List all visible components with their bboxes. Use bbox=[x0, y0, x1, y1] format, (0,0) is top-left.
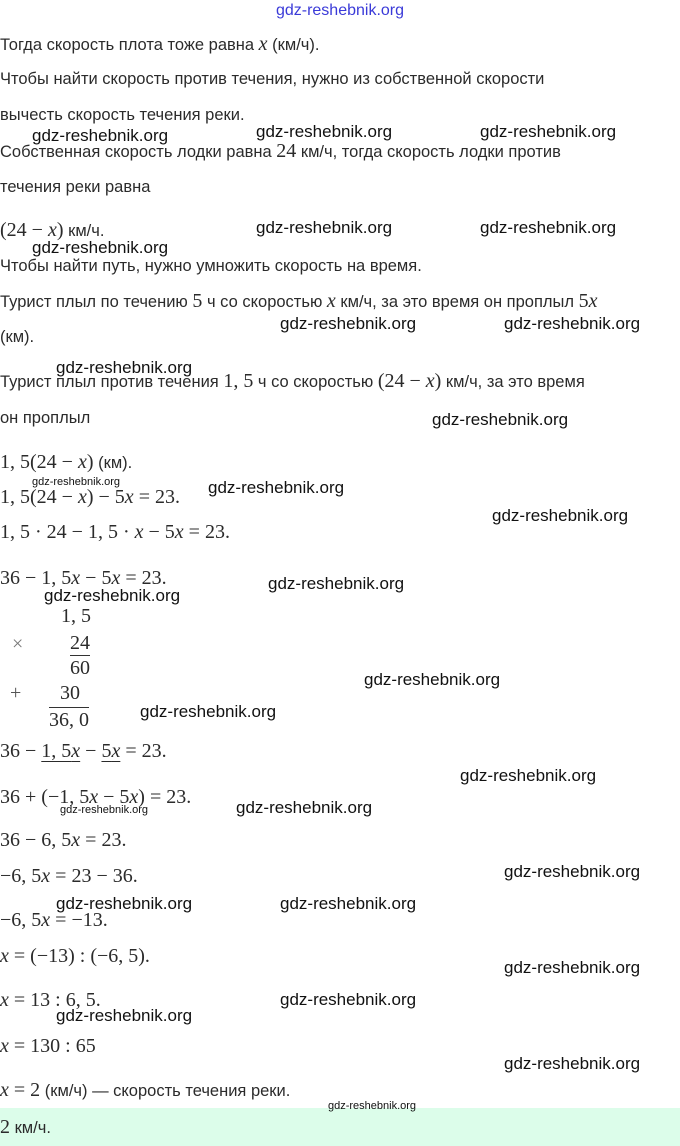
math-segment: = 130 : 65 bbox=[8, 1035, 96, 1057]
math-segment: = 23. bbox=[133, 486, 180, 508]
text-segment: вычесть скорость течения реки. bbox=[0, 106, 245, 124]
math-segment: 36 − 1, 5 bbox=[0, 567, 72, 589]
math-variable: x bbox=[326, 290, 336, 312]
watermark: gdz-reshebnik.org bbox=[140, 702, 277, 721]
solution-line bbox=[0, 945, 150, 968]
watermark: gdz-reshebnik.org bbox=[56, 1006, 193, 1025]
watermark: gdz-reshebnik.org bbox=[56, 358, 193, 377]
math-segment: 1, 5(24 − bbox=[0, 486, 78, 508]
math-variable: x bbox=[0, 1035, 9, 1057]
math-segment: 1, 5(24 − bbox=[0, 451, 78, 473]
math-variable: x bbox=[111, 567, 121, 589]
watermark: gdz-reshebnik.org bbox=[280, 894, 417, 913]
math-variable: x bbox=[425, 370, 435, 392]
answer-text bbox=[0, 1116, 51, 1139]
watermark: gdz-reshebnik.org bbox=[208, 478, 345, 497]
watermark: gdz-reshebnik.org bbox=[268, 574, 405, 593]
watermark: gdz-reshebnik.org bbox=[236, 798, 373, 817]
text-segment: (км/ч). bbox=[267, 36, 320, 54]
math-segment: 36 − 6, 5 bbox=[0, 829, 72, 851]
text-segment: Чтобы найти путь, нужно умножить скорость на время. bbox=[0, 257, 422, 275]
math-segment: 5 bbox=[578, 290, 589, 312]
watermark: gdz-reshebnik.org bbox=[256, 122, 393, 141]
text-segment: км/ч, тогда скорость лодки против bbox=[296, 143, 561, 161]
solution-line bbox=[0, 829, 126, 852]
solution-line bbox=[0, 255, 422, 277]
watermark: gdz-reshebnik.org bbox=[32, 476, 121, 488]
math-segment: 36 + (−1, 5 bbox=[0, 786, 90, 808]
watermark: gdz-reshebnik.org bbox=[504, 1054, 641, 1073]
math-segment: − 5 bbox=[80, 567, 112, 589]
math-variable: x bbox=[129, 786, 139, 808]
math-segment: 2 bbox=[0, 1116, 10, 1138]
math-segment: − bbox=[80, 740, 102, 762]
math-segment: = 23. bbox=[120, 567, 167, 589]
math-segment: − 5 bbox=[143, 521, 175, 543]
solution-line bbox=[0, 451, 132, 474]
text-segment: ч со скоростью bbox=[253, 373, 378, 391]
math-segment: ) − 5 bbox=[86, 486, 125, 508]
partial-product-1: 60 bbox=[70, 657, 90, 679]
solution-line bbox=[0, 326, 34, 348]
math-variable: x bbox=[258, 33, 268, 55]
watermark: gdz-reshebnik.org bbox=[280, 990, 417, 1009]
watermark: gdz-reshebnik.org bbox=[460, 766, 597, 785]
partial-product-2: 30 bbox=[60, 682, 80, 704]
text-segment: ч со скоростью bbox=[202, 293, 327, 311]
watermark: gdz-reshebnik.org bbox=[480, 218, 617, 237]
solution-line bbox=[0, 407, 90, 429]
math-variable: x bbox=[71, 829, 81, 851]
text-segment: км/ч, за это время bbox=[441, 373, 585, 391]
solution-line bbox=[0, 1079, 290, 1102]
math-segment: ) bbox=[56, 219, 64, 241]
math-segment: = 23. bbox=[183, 521, 230, 543]
text-segment: Чтобы найти скорость против течения, нужно из собственной скорости bbox=[0, 70, 545, 88]
solution-line bbox=[0, 290, 598, 313]
math-segment: −6, 5 bbox=[0, 909, 42, 931]
math-segment: = (−13) : (−6, 5). bbox=[8, 945, 150, 967]
answer-box bbox=[0, 1108, 680, 1146]
math-variable: x bbox=[124, 486, 134, 508]
watermark: gdz-reshebnik.org bbox=[504, 958, 641, 977]
solution-line bbox=[0, 521, 230, 544]
math-segment: ) bbox=[86, 451, 94, 473]
math-segment: = 13 : 6, 5. bbox=[8, 989, 101, 1011]
watermark: gdz-reshebnik.org bbox=[44, 586, 181, 605]
math-segment: 1, 5 bbox=[223, 370, 254, 392]
watermark: gdz-reshebnik.org bbox=[492, 506, 629, 525]
watermark-top: gdz-reshebnik.org bbox=[275, 2, 405, 19]
math-segment: ) bbox=[434, 370, 442, 392]
math-variable: x bbox=[588, 290, 598, 312]
text-segment: (км). bbox=[0, 328, 35, 346]
math-segment: = 23 − 36. bbox=[50, 865, 138, 887]
solution-line bbox=[0, 104, 245, 126]
math-variable: x bbox=[134, 521, 144, 543]
math-variable: x bbox=[41, 909, 51, 931]
text-segment: Турист плыл по течению bbox=[0, 293, 193, 311]
text-segment: км/ч. bbox=[10, 1119, 51, 1137]
watermark: gdz-reshebnik.org bbox=[504, 314, 641, 333]
watermark: gdz-reshebnik.org bbox=[60, 804, 149, 816]
watermark: gdz-reshebnik.org bbox=[280, 314, 417, 333]
text-segment: км/ч. bbox=[63, 222, 105, 240]
math-variable: x bbox=[89, 786, 99, 808]
solution-line bbox=[0, 486, 180, 509]
math-segment: 36 − bbox=[0, 740, 42, 762]
watermark: gdz-reshebnik.org bbox=[32, 126, 169, 145]
math-variable: x bbox=[71, 567, 81, 589]
math-segment: ) = 23. bbox=[138, 786, 192, 808]
math-variable: x bbox=[77, 451, 87, 473]
text-segment: (км). bbox=[93, 454, 133, 472]
underlined-term: 5x bbox=[101, 740, 121, 762]
watermark: gdz-reshebnik.org bbox=[256, 218, 393, 237]
text-segment: км/ч, за это время он проплыл bbox=[335, 293, 579, 311]
math-segment: (24 − bbox=[377, 370, 426, 392]
math-variable: x bbox=[77, 486, 87, 508]
text-segment: Собственная скорость лодки равна bbox=[0, 143, 277, 161]
text-segment: Турист плыл против течения bbox=[0, 373, 224, 391]
solution-line bbox=[0, 740, 167, 763]
math-variable: x bbox=[41, 865, 51, 887]
math-segment: = 2 bbox=[8, 1079, 41, 1101]
solution-line bbox=[0, 33, 319, 56]
math-variable: x bbox=[174, 521, 184, 543]
text-segment: (км/ч) — скорость течения реки. bbox=[40, 1082, 291, 1100]
math-segment: (24 − bbox=[0, 219, 48, 241]
plus-sign: + bbox=[10, 682, 22, 704]
math-segment: 5 bbox=[192, 290, 203, 312]
math-segment: = 23. bbox=[120, 740, 167, 762]
watermark: gdz-reshebnik.org bbox=[364, 670, 501, 689]
math-segment: = 23. bbox=[80, 829, 127, 851]
watermark: gdz-reshebnik.org bbox=[328, 1100, 417, 1112]
solution-line bbox=[0, 176, 150, 198]
solution-line bbox=[0, 68, 544, 90]
mult-operand-a: 1, 5 bbox=[61, 605, 91, 627]
math-segment: −6, 5 bbox=[0, 865, 42, 887]
watermark: gdz-reshebnik.org bbox=[504, 862, 641, 881]
watermark: gdz-reshebnik.org bbox=[432, 410, 569, 429]
mult-operand-b: 24 bbox=[70, 632, 90, 654]
math-segment: − 5 bbox=[98, 786, 130, 808]
underlined-term: 1, 5x bbox=[41, 740, 81, 762]
watermark: gdz-reshebnik.org bbox=[56, 894, 193, 913]
math-segment: 1, 5 · 24 − 1, 5 · bbox=[0, 521, 135, 543]
times-sign: × bbox=[12, 633, 24, 655]
text-segment: течения реки равна bbox=[0, 178, 151, 196]
math-variable: x bbox=[47, 219, 57, 241]
watermark: gdz-reshebnik.org bbox=[480, 122, 617, 141]
math-variable: x bbox=[0, 945, 9, 967]
text-segment: Тогда скорость плота тоже равна bbox=[0, 36, 259, 54]
math-segment: = −13. bbox=[50, 909, 108, 931]
solution-line bbox=[0, 865, 138, 888]
watermark: gdz-reshebnik.org bbox=[32, 238, 169, 257]
solution-line bbox=[0, 1035, 96, 1058]
mult-result: 36, 0 bbox=[49, 709, 89, 731]
text-segment: он проплыл bbox=[0, 409, 91, 427]
math-variable: x bbox=[0, 1079, 9, 1101]
math-segment: 24 bbox=[276, 140, 297, 162]
math-variable: x bbox=[0, 989, 9, 1011]
